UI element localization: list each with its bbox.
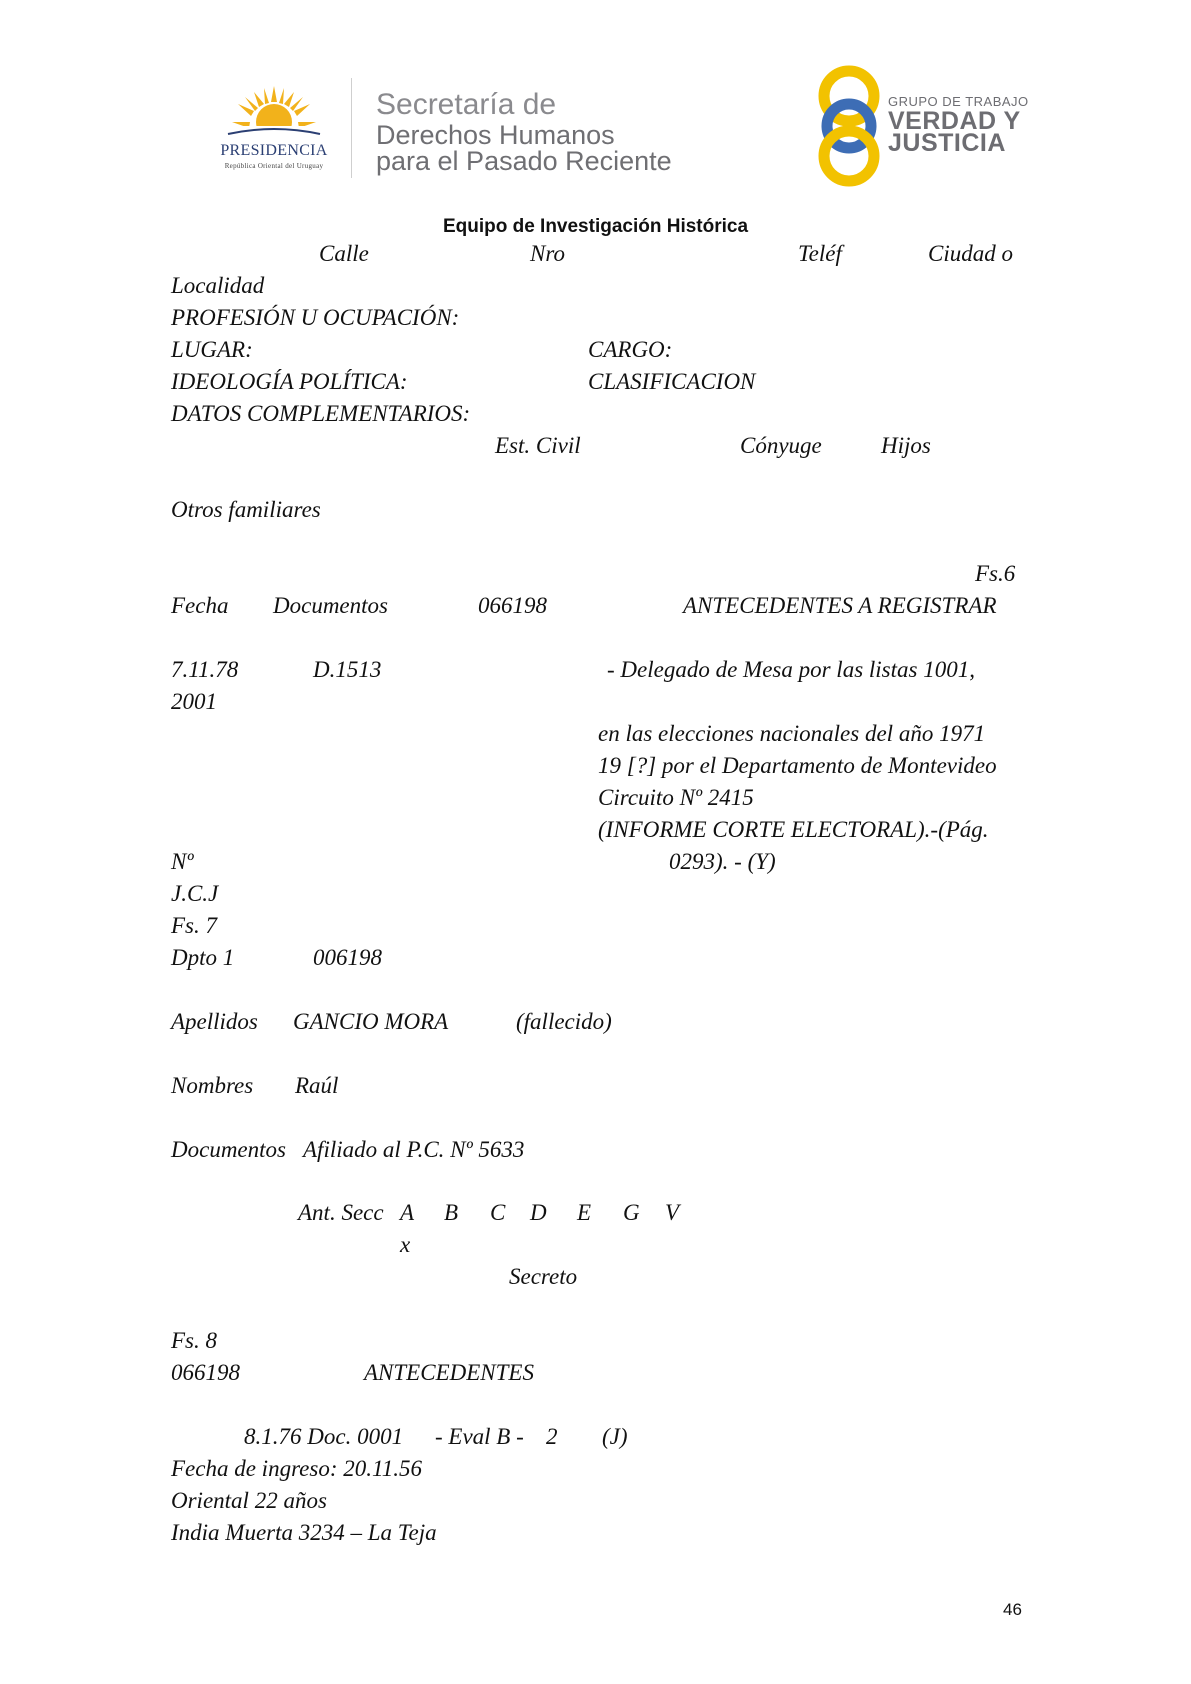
jcj-label: J.C.J (171, 881, 219, 906)
hijos-label: Hijos (881, 433, 931, 458)
dpto-label: Dpto 1 (171, 945, 235, 970)
eval-label: - Eval B - (435, 1424, 524, 1449)
entry-line-3: 19 [?] por el Departamento de Montevideo (598, 753, 997, 778)
folio-fs7: Fs. 7 (171, 913, 217, 938)
eval-date-doc: 8.1.76 Doc. 0001 (244, 1424, 404, 1449)
conyuge-label: Cónyuge (740, 433, 822, 458)
numero-label: Nº (171, 849, 194, 874)
secreto-label: Secreto (509, 1264, 578, 1289)
documentos-label: Documentos (273, 593, 388, 618)
profesion-label: PROFESIÓN U OCUPACIÓN: (171, 305, 460, 330)
folio-fs8: Fs. 8 (171, 1328, 217, 1353)
presidencia-name: PRESIDENCIA (220, 142, 328, 159)
nro-label: Nro (530, 241, 565, 266)
status-value: (fallecido) (516, 1009, 612, 1034)
page-number: 46 (1003, 1600, 1022, 1619)
ciudad-label: Ciudad o (928, 241, 1013, 266)
direccion: India Muerta 3234 – La Teja (171, 1520, 437, 1545)
folio-fs6: Fs.6 (975, 561, 1016, 586)
seccion-c: C (490, 1200, 506, 1225)
calle-label: Calle (319, 241, 369, 266)
localidad-label: Localidad (171, 273, 265, 298)
otros-familiares-label: Otros familiares (171, 497, 321, 522)
grupo-label: GRUPO DE TRABAJO (888, 94, 1029, 109)
entry-line-2: en las elecciones nacionales del año 1971 (598, 721, 986, 746)
presidencia-logo (198, 84, 350, 176)
seccion-v: V (665, 1200, 680, 1225)
entry-date: 7.11.78 (171, 657, 239, 682)
eval-number: 2 (546, 1424, 558, 1449)
oriental-edad: Oriental 22 años (171, 1488, 327, 1513)
justicia-label: JUSTICIA (888, 129, 1006, 157)
secretaria-line-2: Derechos Humanos (376, 120, 615, 150)
verdad-label: VERDAD Y (888, 107, 1021, 135)
secretaria-line-1: Secretaría de (376, 88, 557, 121)
ideologia-label: IDEOLOGÍA POLÍTICA: (171, 369, 408, 394)
nombres-label: Nombres (171, 1073, 254, 1098)
clasificacion-label: CLASIFICACION (588, 369, 756, 394)
header-divider (351, 78, 352, 178)
antecedentes-title: ANTECEDENTES (364, 1360, 534, 1385)
cargo-label: CARGO: (588, 337, 673, 362)
grupo-trabajo-rings-icon (812, 62, 886, 188)
doc-number: 066198 (478, 593, 547, 618)
seccion-d: D (530, 1200, 547, 1225)
section2-number: 066198 (171, 1360, 240, 1385)
seccion-b: B (444, 1200, 459, 1225)
entry-doc: D.1513 (313, 657, 382, 682)
seccion-mark: x (400, 1232, 411, 1257)
entry-line-4: Circuito Nº 2415 (598, 785, 754, 810)
datos-complementarios-label: DATOS COMPLEMENTARIOS: (171, 401, 471, 426)
antecedentes-registrar-title: ANTECEDENTES A REGISTRAR (683, 593, 997, 618)
telef-label: Teléf (798, 241, 842, 266)
entry-line-5: (INFORME CORTE ELECTORAL).-(Pág. (598, 817, 989, 842)
sun-icon (198, 84, 350, 142)
nombres-value: Raúl (295, 1073, 339, 1098)
secretaria-line-3: para el Pasado Reciente (376, 146, 672, 176)
apellidos-value: GANCIO MORA (293, 1009, 449, 1034)
apellidos-label: Apellidos (171, 1009, 258, 1034)
documentos-person-label: Documentos (171, 1137, 286, 1162)
dpto-number: 006198 (313, 945, 382, 970)
fecha-ingreso: Fecha de ingreso: 20.11.56 (171, 1456, 423, 1481)
presidencia-subtitle: República Oriental del Uruguay (224, 162, 324, 170)
unit-title: Equipo de Investigación Histórica (442, 216, 749, 237)
lugar-label: LUGAR: (171, 337, 253, 362)
ant-secc-label: Ant. Secc (298, 1200, 384, 1225)
entry-line-1: - Delegado de Mesa por las listas 1001, (607, 657, 975, 682)
seccion-a: A (400, 1200, 415, 1225)
entry-line-6: 0293). - (Y) (669, 849, 776, 874)
entry-line-1b: 2001 (171, 689, 217, 714)
est-civil-label: Est. Civil (495, 433, 581, 458)
seccion-e: E (577, 1200, 592, 1225)
fecha-label: Fecha (171, 593, 229, 618)
eval-code: (J) (602, 1424, 628, 1449)
seccion-g: G (623, 1200, 640, 1225)
afiliado-value: Afiliado al P.C. Nº 5633 (303, 1137, 525, 1162)
